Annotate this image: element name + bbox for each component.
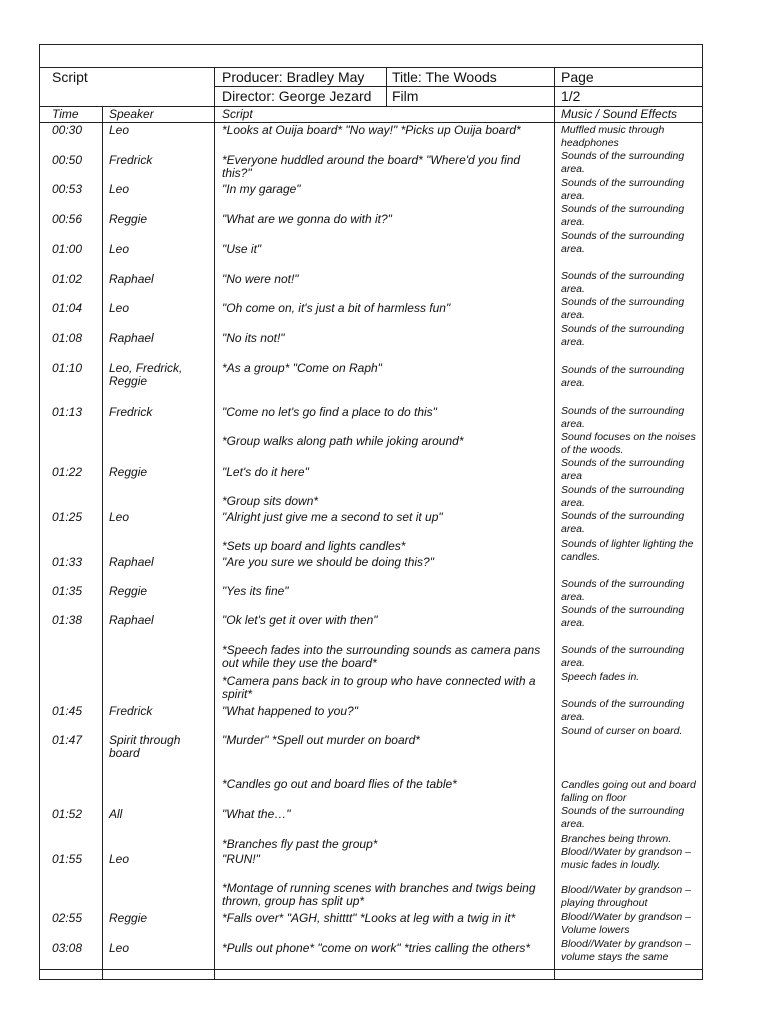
row-music: Sound focuses on the noises of the woods. — [561, 431, 696, 456]
row-script: *Pulls out phone* "come on work" *tries calling the others* — [222, 941, 531, 955]
row-speaker: Reggie — [109, 911, 148, 925]
row-music: Sounds of the surrounding area — [561, 457, 685, 482]
director: Director: George Jezard — [222, 88, 372, 104]
row-time: 01:38 — [52, 613, 83, 627]
row-speaker: Leo — [109, 941, 130, 955]
row-script: "Are you sure we should be doing this?" — [222, 555, 434, 569]
row-speaker: Leo — [109, 123, 130, 137]
row-script: *Group sits down* — [222, 494, 319, 508]
row-speaker: Leo, Fredrick, Reggie — [109, 361, 183, 388]
page-number: 1/2 — [561, 88, 581, 104]
row-script: "Oh come on, it's just a bit of harmless fun" — [222, 301, 451, 315]
row-music: Sounds of the surrounding area. — [561, 644, 685, 669]
header-divider-title — [386, 67, 387, 106]
row-time: 01:33 — [52, 555, 83, 569]
col-header-music: Music / Sound Effects — [561, 107, 678, 121]
col-header-speaker: Speaker — [109, 107, 154, 121]
row-speaker: Reggie — [109, 584, 148, 598]
row-speaker: Raphael — [109, 331, 154, 345]
row-time: 01:13 — [52, 405, 83, 419]
row-time: 01:10 — [52, 361, 83, 375]
row-music: Speech fades in. — [561, 671, 640, 683]
row-script: *Candles go out and board flies of the table* — [222, 777, 457, 791]
row-script: *Montage of running scenes with branches and twigs being thrown, group has split up* — [222, 881, 536, 908]
row-script: *Looks at Ouija board* "No way!" *Picks up Ouija board* — [222, 123, 521, 137]
row-script: "No its not!" — [222, 331, 285, 345]
row-music: Blood//Water by grandson – music fades in loudly. — [561, 846, 691, 871]
row-script: "What the…" — [222, 807, 291, 821]
row-speaker: Leo — [109, 301, 130, 315]
row-music: Sounds of the surrounding area. — [561, 578, 685, 603]
row-speaker: Fredrick — [109, 153, 153, 167]
row-speaker: Raphael — [109, 272, 154, 286]
row-music: Sounds of the surrounding area. — [561, 805, 685, 830]
row-speaker: Raphael — [109, 555, 154, 569]
row-speaker: Leo — [109, 242, 130, 256]
row-time: 01:22 — [52, 465, 83, 479]
col-header-script: Script — [222, 107, 253, 121]
row-speaker: Fredrick — [109, 704, 153, 718]
row-script: *Camera pans back in to group who have connected with a spirit* — [222, 674, 536, 701]
page-label: Page — [561, 69, 594, 85]
row-time: 00:50 — [52, 153, 83, 167]
row-music: Sounds of the surrounding area. — [561, 484, 685, 509]
row-time: 02:55 — [52, 911, 83, 925]
row-music: Sounds of the surrounding area. — [561, 177, 685, 202]
row-time: 00:53 — [52, 182, 83, 196]
row-script: *Sets up board and lights candles* — [222, 539, 406, 553]
row-music: Sounds of the surrounding area. — [561, 604, 685, 629]
row-script: "RUN!" — [222, 852, 260, 866]
row-music: Sounds of the surrounding area. — [561, 296, 685, 321]
row-time: 01:47 — [52, 733, 83, 747]
row-script: "What are we gonna do with it?" — [222, 212, 392, 226]
row-music: Branches being thrown. — [561, 833, 672, 845]
row-music: Blood//Water by grandson – playing throughout — [561, 884, 691, 909]
row-speaker: Fredrick — [109, 405, 153, 419]
row-speaker: All — [109, 807, 123, 821]
row-speaker: Spirit through board — [109, 733, 181, 760]
row-time: 01:04 — [52, 301, 83, 315]
header-top-line — [39, 67, 703, 68]
row-music: Sounds of the surrounding area. — [561, 405, 685, 430]
row-music: Sounds of the surrounding area. — [561, 270, 685, 295]
row-script: "Alright just give me a second to set it up" — [222, 510, 443, 524]
row-time: 01:08 — [52, 331, 83, 345]
row-script: "Use it" — [222, 242, 262, 256]
row-music: Sounds of lighter lighting the candles. — [561, 538, 694, 563]
row-script: "Come no let's go find a place to do this" — [222, 405, 437, 419]
row-music: Sounds of the surrounding area. — [561, 323, 685, 348]
row-script: "Yes its fine" — [222, 584, 289, 598]
row-music: Candles going out and board falling on floor — [561, 779, 696, 804]
row-speaker: Reggie — [109, 465, 148, 479]
row-time: 01:52 — [52, 807, 83, 821]
col-divider-music — [554, 67, 555, 980]
row-script: "Murder" *Spell out murder on board* — [222, 733, 420, 747]
row-time: 01:25 — [52, 510, 83, 524]
script-label: Script — [52, 69, 88, 85]
row-speaker: Raphael — [109, 613, 154, 627]
row-speaker: Leo — [109, 852, 130, 866]
row-time: 00:30 — [52, 123, 83, 137]
row-script: *Speech fades into the surrounding sounds as camera pans out while they use the board* — [222, 643, 541, 670]
row-time: 01:35 — [52, 584, 83, 598]
row-time: 01:00 — [52, 242, 83, 256]
row-script: *As a group* "Come on Raph" — [222, 361, 382, 375]
type: Film — [392, 88, 419, 104]
table-bottom-line — [39, 969, 703, 970]
row-speaker: Reggie — [109, 212, 148, 226]
title: Title: The Woods — [392, 69, 497, 85]
row-script: "Let's do it here" — [222, 465, 309, 479]
row-music: Sound of curser on board. — [561, 725, 683, 737]
row-music: Sounds of the surrounding area. — [561, 150, 685, 175]
row-music: Sounds of the surrounding area. — [561, 698, 685, 723]
row-music: Sounds of the surrounding area. — [561, 364, 685, 389]
row-time: 00:56 — [52, 212, 83, 226]
row-script: "In my garage" — [222, 182, 301, 196]
row-script: *Branches fly past the group* — [222, 837, 378, 851]
producer: Producer: Bradley May — [222, 69, 365, 85]
row-script: "Ok let's get it over with then" — [222, 613, 378, 627]
row-music: Blood//Water by grandson – volume stays the same — [561, 938, 691, 963]
row-speaker: Leo — [109, 182, 130, 196]
col-divider-script — [214, 67, 215, 980]
row-music: Blood//Water by grandson – Volume lowers — [561, 911, 691, 936]
col-header-time: Time — [52, 107, 79, 121]
row-music: Sounds of the surrounding area. — [561, 230, 685, 255]
row-music: Sounds of the surrounding area. — [561, 203, 685, 228]
row-music: Muffled music through headphones — [561, 124, 665, 149]
row-time: 03:08 — [52, 941, 83, 955]
row-script: "No were not!" — [222, 272, 299, 286]
row-script: "What happened to you?" — [222, 704, 358, 718]
row-speaker: Leo — [109, 510, 130, 524]
row-script: *Group walks along path while joking around* — [222, 434, 464, 448]
col-divider-speaker — [102, 106, 103, 980]
row-script: *Falls over* "AGH, shitttt" *Looks at leg with a twig in it* — [222, 911, 516, 925]
row-script: *Everyone huddled around the board* "Where'd you find this?" — [222, 153, 521, 180]
row-time: 01:55 — [52, 852, 83, 866]
row-time: 01:02 — [52, 272, 83, 286]
row-time: 01:45 — [52, 704, 83, 718]
row-music: Sounds of the surrounding area. — [561, 510, 685, 535]
